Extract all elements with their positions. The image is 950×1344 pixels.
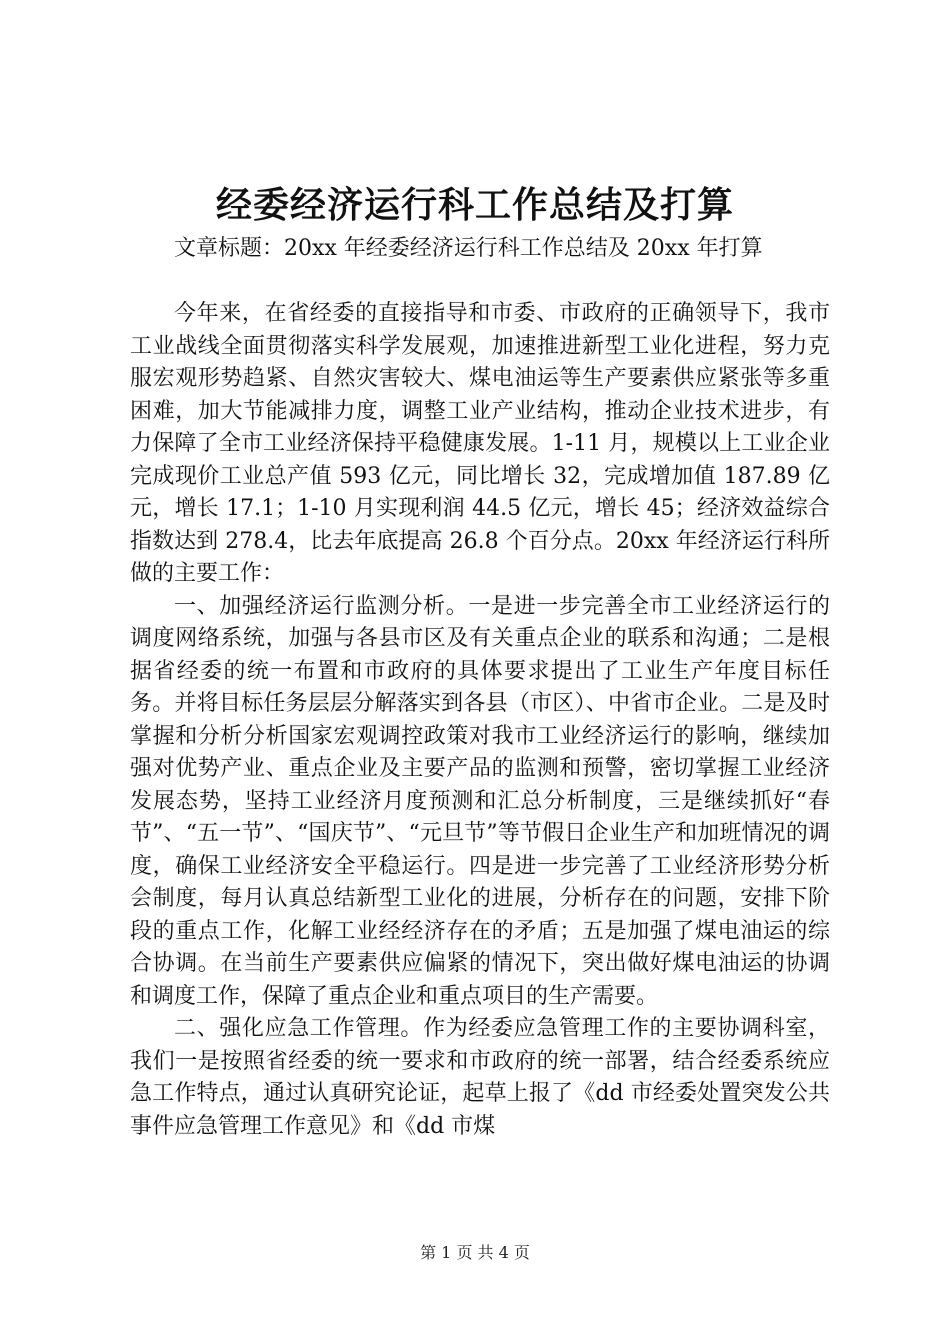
page-number-footer: 第 1 页 共 4 页 [420, 1243, 530, 1262]
article-subtitle: 文章标题：20xx 年经委经济运行科工作总结及 20xx 年打算 [174, 236, 763, 261]
document-body [130, 233, 830, 1143]
paragraph-section-2: 二、强化应急工作管理。作为经委应急管理工作的主要协调科室，我们一是按照省经委的统一要求和市政府的统一部署，结合经委系统应急工作特点，通过认真研究论证，起草上报了《dd 市经委处置突发公共事件应急管理工作意见》和《dd 市煤 [130, 1016, 830, 1139]
paragraph-section-1: 一、加强经济运行监测分析。一是进一步完善全市工业经济运行的调度网络系统，加强与各县市区及有关重点企业的联系和沟通；二是根据省经委的统一布置和市政府的具体要求提出了工业生产年度目标任务。并将目标任务层层分解落实到各县（市区）、中省市企业。二是及时掌握和分析分析国家宏观调控政策对我市工业经济运行的影响，继续加强对优势产业、重点企业及主要产品的监测和预警，密切掌握工业经济发展态势，坚持工业经济月度预测和汇总分析制度，三是继续抓好“春节”、“五一节”、“国庆节”、“元旦节”等节假日企业生产和加班情况的调度，确保工业经济安全平稳运行。四是进一步完善了工业经济形势分析会制度，每月认真总结新型工业化的进展，分析存在的问题，安排下阶段的重点工作，化解工业经经济存在的矛盾；五是加强了煤电油运的综合协调。在当前生产要素供应偏紧的情况下，突出做好煤电油运的协调和调度工作，保障了重点企业和重点项目的生产需要。 [130, 593, 830, 1009]
document-title: 经委经济运行科工作总结及打算 [215, 184, 734, 226]
paragraph-intro: 今年来，在省经委的直接指导和市委、市政府的正确领导下，我市工业战线全面贯彻落实科学发展观，加速推进新型工业化进程，努力克服宏观形势趋紧、自然灾害较大、煤电油运等生产要素供应紧张等多重困难，加大节能减排力度，调整工业产业结构，推动企业技术进步，有力保障了全市工业经济保持平稳健康发展。1-11 月，规模以上工业企业完成现价工业总产值 593 亿元，同比增长 32，完成增加值 187.89 亿元，增长 17.1；1-10 月实现利润 44.5 亿元，增长 45；经济效益综合指数达到 278.4，比去年底提高 26.8 个百分点。20xx 年经济运行科所做的主要工作： [130, 301, 830, 586]
